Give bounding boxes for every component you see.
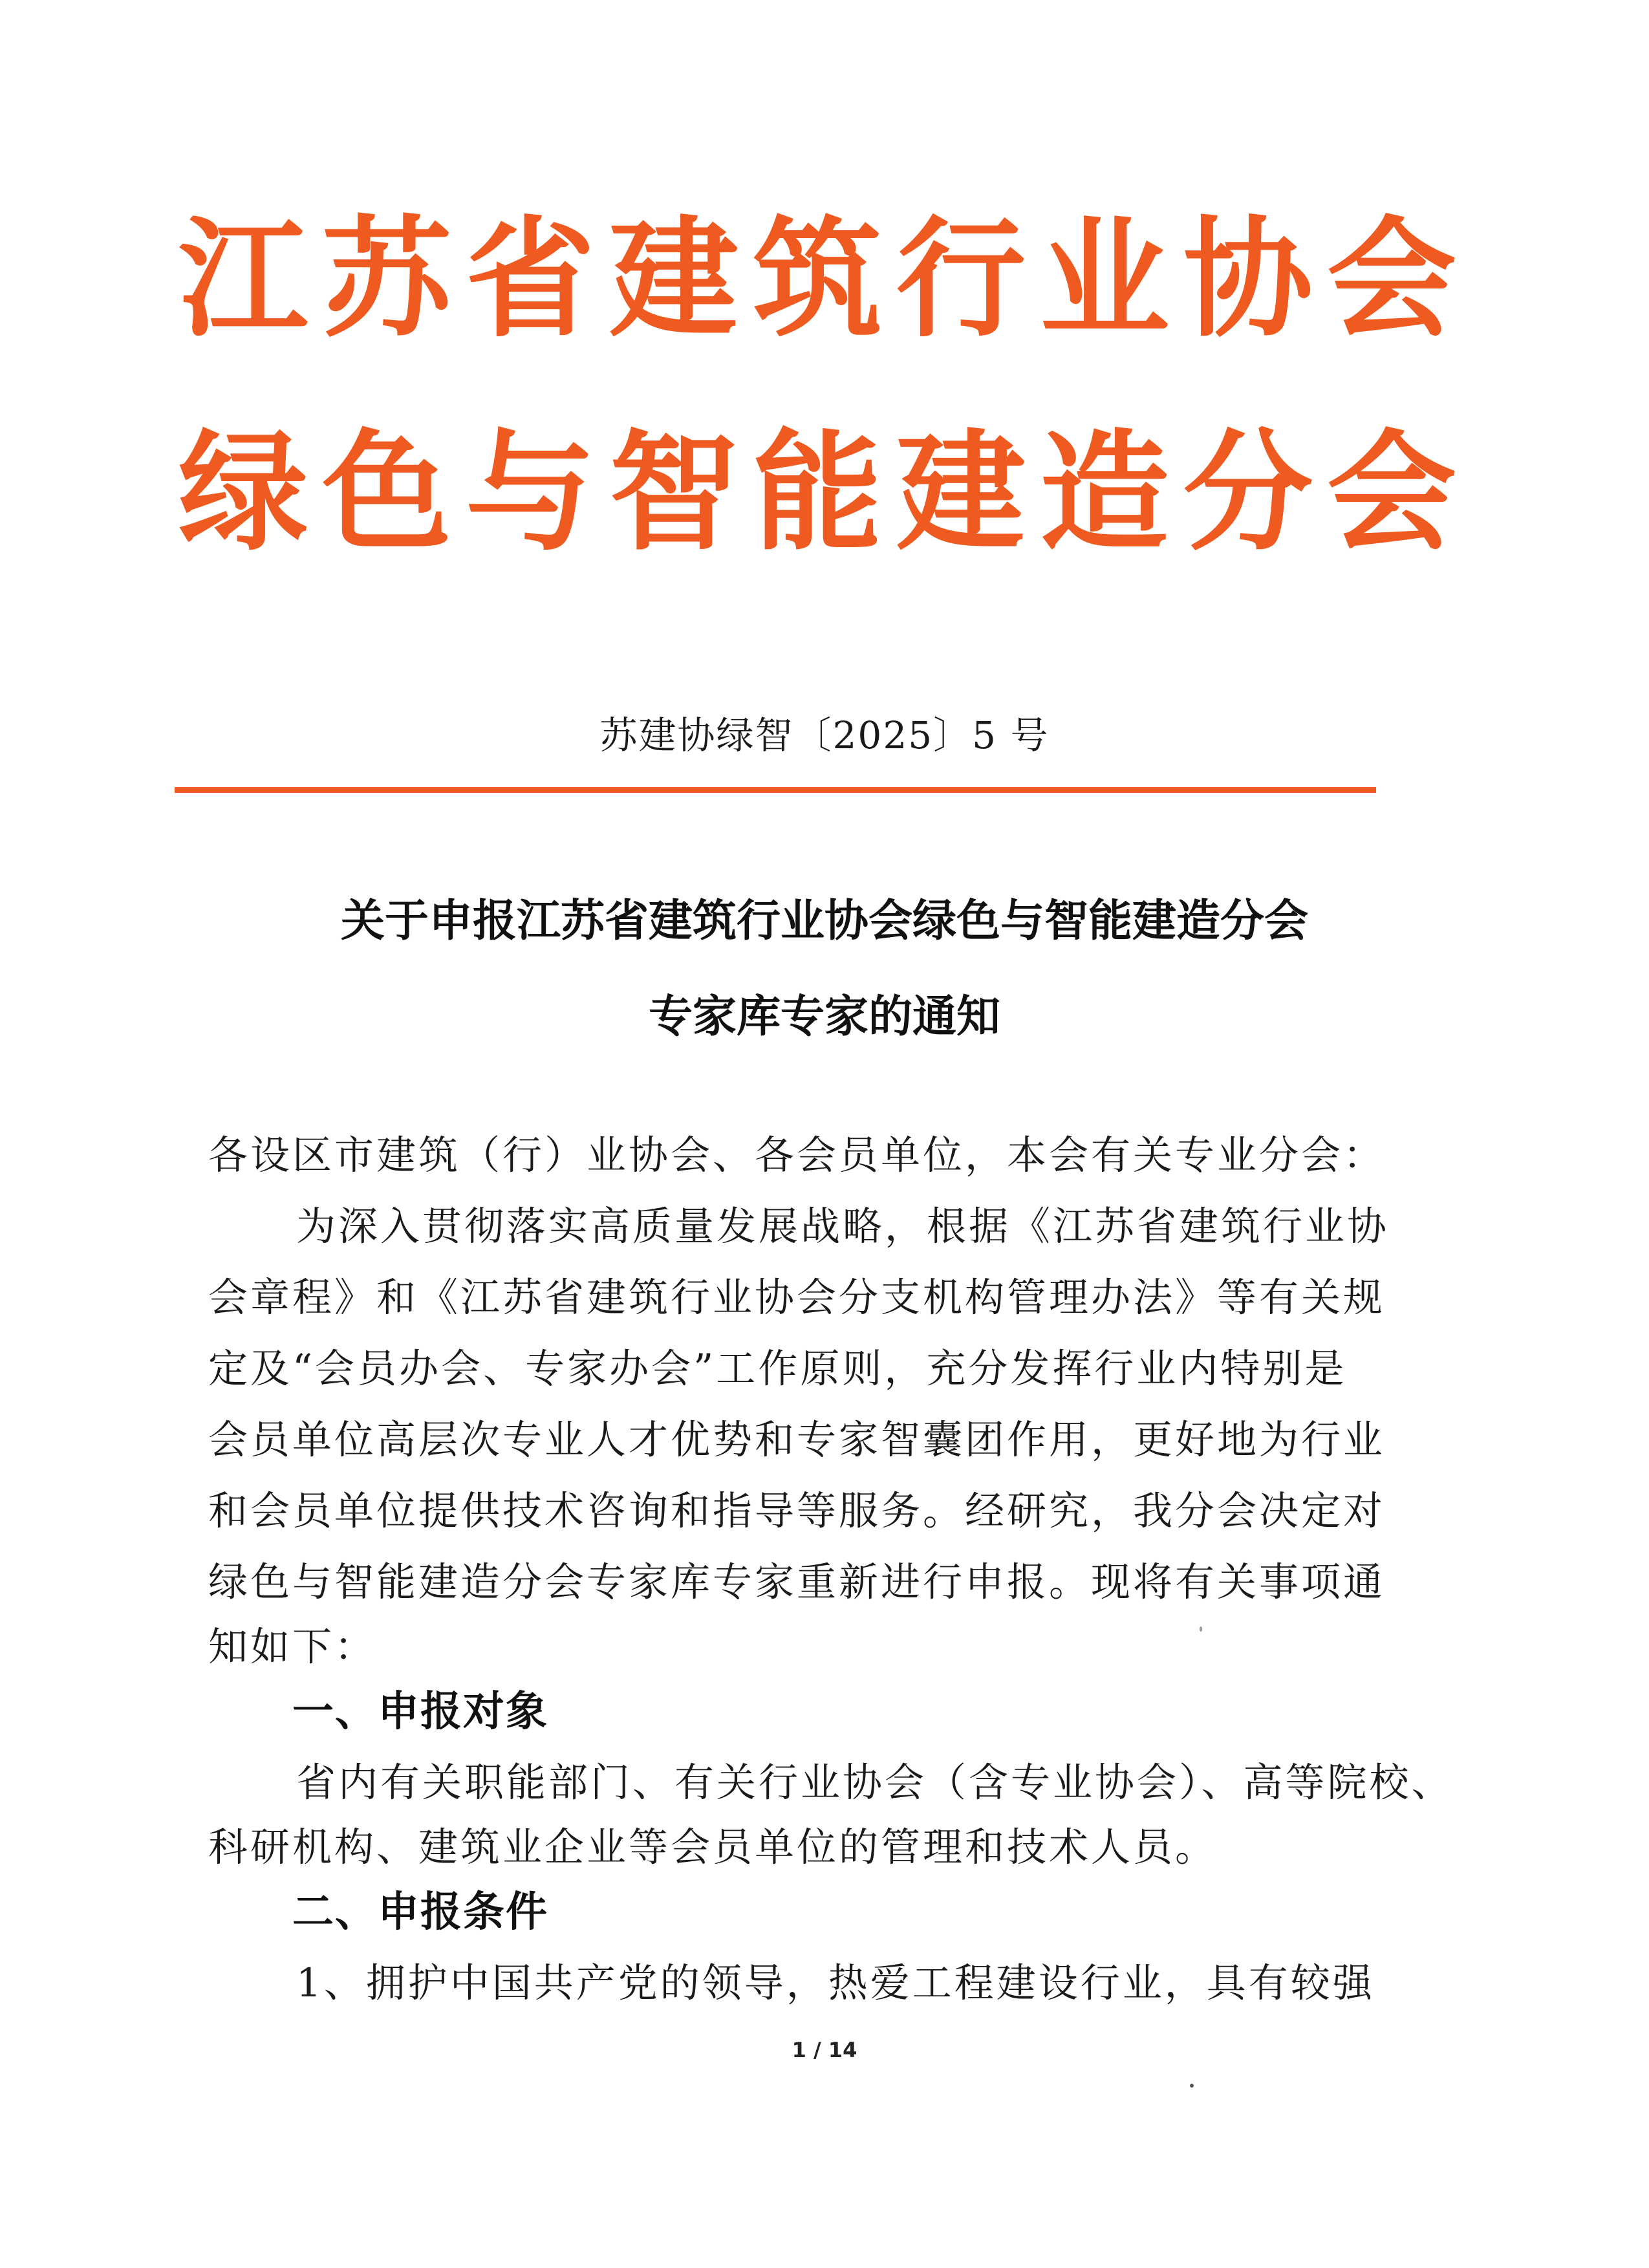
intro-line: 定及“会员办会、专家办会”工作原则，充分发挥行业内特别是 [208, 1346, 1347, 1392]
section-heading-applicants: 一、申报对象 [292, 1688, 548, 1736]
intro-line: 会员单位高层次专业人才优势和专家智囊团作用，更好地为行业 [208, 1417, 1386, 1463]
section-heading-conditions: 二、申报条件 [292, 1888, 548, 1936]
masthead-line-2: 绿色与智能建造分会 [178, 418, 1471, 568]
intro-line: 和会员单位提供技术咨询和指导等服务。经研究，我分会决定对 [208, 1488, 1386, 1534]
red-divider-rule [175, 787, 1376, 793]
section2-line: 1、拥护中国共产党的领导，热爱工程建设行业，具有较强 [296, 1960, 1375, 2006]
scan-speck [1190, 2084, 1194, 2088]
document-number: 苏建协绿智〔2025〕5 号 [599, 713, 1050, 757]
intro-line: 绿色与智能建造分会专家库专家重新进行申报。现将有关事项通 [208, 1559, 1386, 1605]
intro-line: 会章程》和《江苏省建筑行业协会分支机构管理办法》等有关规 [208, 1275, 1386, 1321]
intro-line: 为深入贯彻落实高质量发展战略，根据《江苏省建筑行业协 [296, 1204, 1390, 1249]
section1-line: 科研机构、建筑业企业等会员单位的管理和技术人员。 [208, 1824, 1218, 1870]
intro-line: 知如下： [208, 1624, 377, 1670]
section1-line: 省内有关职能部门、有关行业协会（含专业协会）、高等院校、 [296, 1760, 1454, 1806]
salutation: 各设区市建筑（行）业协会、各会员单位，本会有关专业分会： [208, 1132, 1386, 1178]
scan-speck [1200, 1626, 1202, 1632]
notice-title-line-1: 关于申报江苏省建筑行业协会绿色与智能建造分会 [340, 896, 1308, 947]
masthead-line-1: 江苏省建筑行业协会 [178, 204, 1471, 355]
notice-title-line-2: 专家库专家的通知 [648, 991, 1000, 1042]
page-number: 1 / 14 [792, 2038, 857, 2062]
